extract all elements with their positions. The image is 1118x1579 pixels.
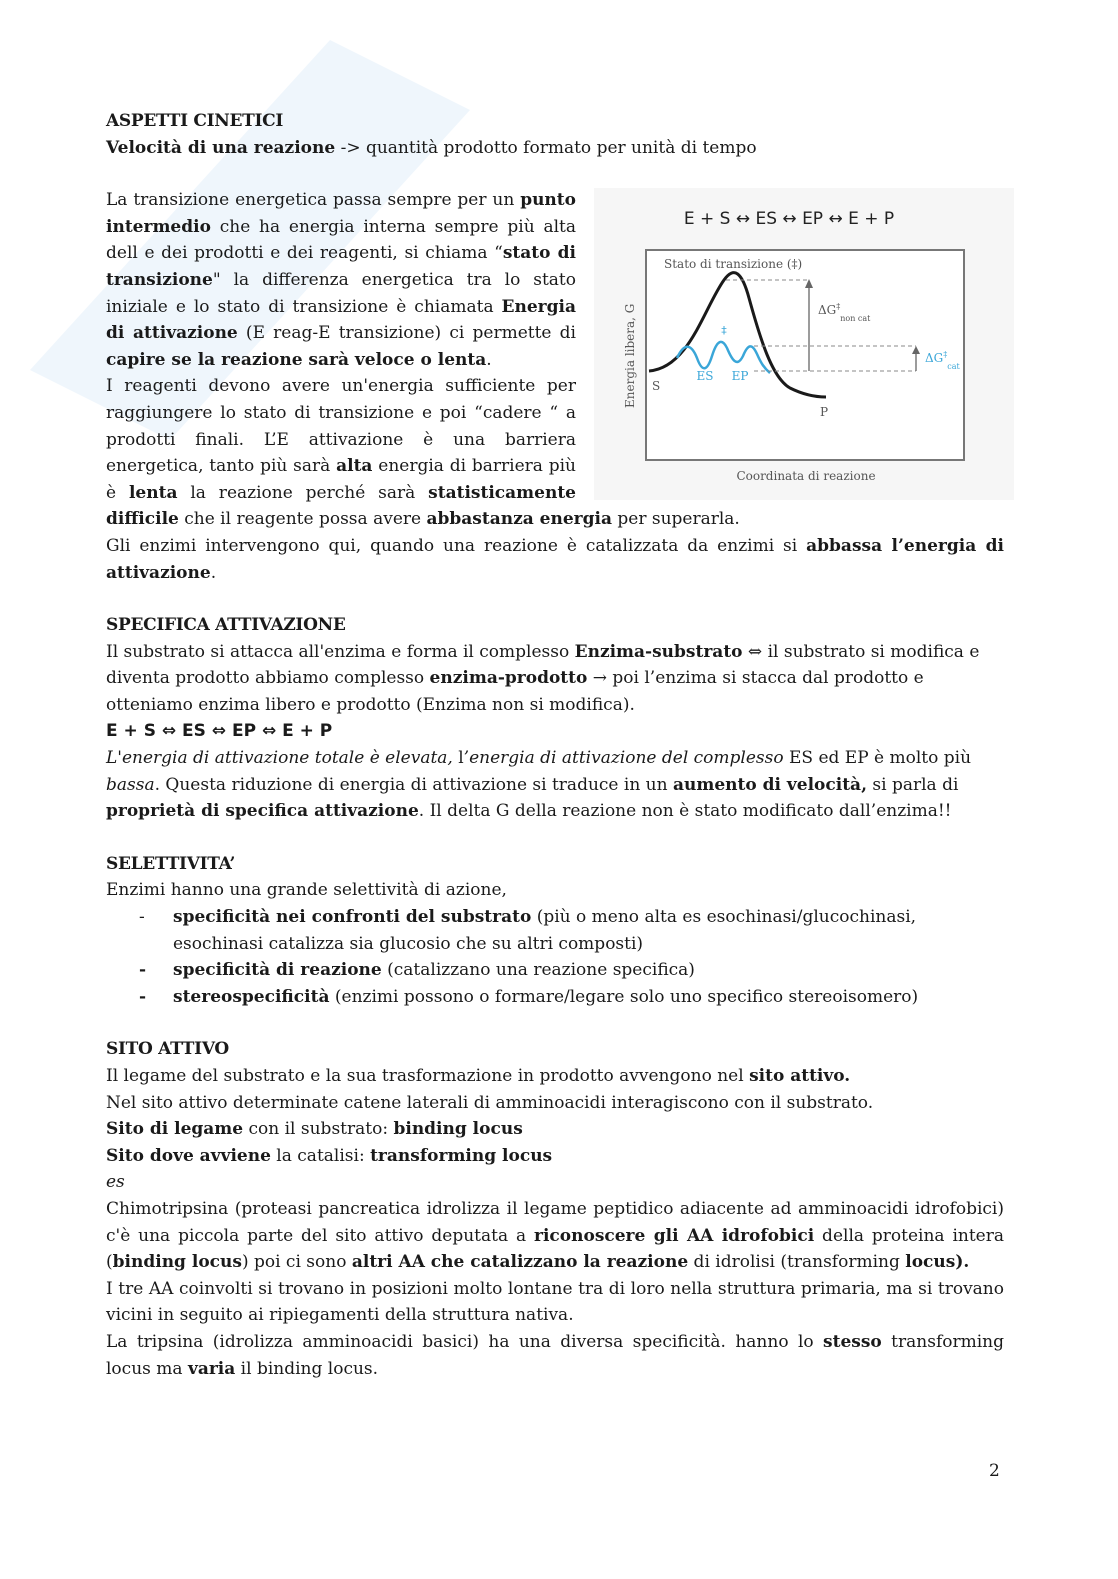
- text-run: Gli enzimi intervengono qui, quando una reazione è catalizzata da enzimi si: [106, 535, 807, 556]
- text-run: della proteina intera (: [106, 1225, 1004, 1273]
- text-run: . Il delta G della reazione non è stato modificato dall’enzima!!: [418, 801, 952, 822]
- list-item-term: specificità di reazione: [173, 960, 382, 981]
- text-run: aumento di velocità,: [672, 774, 867, 795]
- velocity-def-text: -> quantità prodotto formato per unità di tempo: [335, 137, 757, 158]
- text-run: (E reag-E transizione) ci permette di: [237, 323, 576, 344]
- selectivity-intro: Enzimi hanno una grande selettività di azione,: [106, 880, 507, 901]
- dg-noncat-sup: ‡: [836, 302, 841, 312]
- paragraph-enzymes: [106, 533, 1004, 586]
- text-run: stesso: [823, 1331, 882, 1352]
- active-site-line1: Il legame del substrato e la sua trasformazione in prodotto avvengono nel sito attivo.: [106, 1066, 851, 1086]
- bullet-marker: -: [139, 960, 147, 981]
- text-run: transforming locus ma: [106, 1331, 1004, 1379]
- active-site-term: sito attivo.: [749, 1066, 851, 1086]
- text-run: varia: [187, 1358, 236, 1379]
- heading-selettivita: SELETTIVITA’: [106, 853, 236, 874]
- text-run: lenta: [128, 482, 178, 503]
- text-run: alta: [336, 456, 373, 477]
- text-run: I reagenti devono avere un'energia sufficiente per raggiungere lo stato di transizione e poi “cadere “ a prodotti finali. L’E attivazione è una barriera energetica, tanto più sarà: [106, 376, 576, 477]
- heading-sito-attivo: SITO ATTIVO: [106, 1039, 229, 1060]
- heading-aspetti-cinetici: ASPETTI CINETICI: [106, 111, 284, 131]
- reaction-equation: E + S ⇔ ES ⇔ EP ⇔ E + P: [106, 721, 333, 742]
- text-run: ⇔ il substrato si modifica e diventa prodotto abbiamo complesso: [106, 641, 980, 689]
- text-run: riconoscere gli AA idrofobici: [534, 1225, 815, 1246]
- text-run: per superarla.: [611, 509, 740, 530]
- bullet-marker: -: [139, 986, 147, 1007]
- s-label: S: [652, 379, 661, 394]
- text-run: il binding locus.: [235, 1358, 379, 1379]
- page-number: 2: [989, 1461, 1000, 1481]
- energy-diagram: [594, 188, 1014, 500]
- document-page: [106, 108, 1004, 1382]
- dg-noncat-label: ΔG: [818, 303, 837, 318]
- text-run: ES ed EP è molto più: [783, 748, 972, 769]
- active-site-line2: Nel sito attivo determinate catene laterali di amminoacidi interagiscono con il substrato.: [106, 1092, 874, 1113]
- dg-cat-sub: cat: [947, 362, 960, 372]
- text-run: locus).: [905, 1252, 970, 1273]
- energy-diagram-figure: [594, 188, 1014, 500]
- text-run: Il substrato si attacca all'enzima e forma il complesso: [106, 641, 575, 662]
- text-run: La transizione energetica passa sempre per un: [106, 190, 521, 211]
- text-run: bassa: [106, 774, 155, 795]
- x-axis-label: Coordinata di reazione: [736, 469, 876, 484]
- list-item-term: stereospecificità: [173, 986, 330, 1007]
- es-label: ES: [696, 369, 714, 384]
- transition-state-label: Stato di transizione (‡): [664, 257, 803, 272]
- list-item: [139, 984, 1004, 1011]
- p-label: P: [820, 405, 829, 420]
- y-axis-label: Energia libera, G: [623, 303, 637, 409]
- dg-cat-label: ΔG: [925, 351, 944, 366]
- text-run: l: [452, 748, 464, 769]
- text-run: la reazione perché sarà: [177, 482, 429, 503]
- text-run: di idrolisi (transforming: [688, 1252, 906, 1273]
- figure-equation: E + S ↔ ES ↔ EP ↔ E + P: [683, 209, 895, 230]
- text-run: si parla di: [866, 774, 959, 795]
- text-run: proprietà di specifica attivazione: [106, 801, 419, 822]
- example-label: es: [106, 1172, 125, 1193]
- list-item: [139, 904, 1004, 957]
- paragraph-tripsina: [106, 1329, 1004, 1382]
- text-run: Enzima-substrato: [574, 641, 743, 662]
- ep-label: EP: [731, 369, 749, 384]
- velocity-definition: [106, 135, 1004, 162]
- binding-locus-line: Sito di legame con il substrato: binding locus: [106, 1119, 523, 1140]
- text-run: abbastanza energia: [426, 509, 612, 530]
- heading-specifica-attivazione: SPECIFICA ATTIVAZIONE: [106, 615, 346, 636]
- paragraph-activation: [106, 745, 1004, 825]
- text-run: punto intermedio: [106, 190, 576, 237]
- list-item-term: specificità nei confronti del substrato: [173, 907, 532, 928]
- dg-noncat-sub: non cat: [840, 314, 871, 324]
- text-run: Energia di attivazione: [106, 296, 576, 344]
- text-run: ) poi ci sono: [241, 1252, 352, 1273]
- selectivity-list: [106, 904, 1004, 1010]
- dg-cat-sup: ‡: [943, 350, 948, 360]
- text-run: enzima-prodotto: [429, 668, 588, 689]
- text-run: stato di transizione: [106, 243, 576, 290]
- text-run: ’energia di attivazione del complesso: [463, 748, 784, 769]
- paragraph-chimotripsina: [106, 1196, 1004, 1276]
- text-run: che ha energia interna sempre più alta dell e dei prodotti e dei reagenti, si chiama “: [106, 216, 576, 264]
- text-run: abbassa l’energia di attivazione: [106, 535, 1004, 583]
- text-run: . Questa riduzione di energia di attivazione si traduce in un: [154, 774, 673, 795]
- text-run: energia di barriera più è: [106, 456, 576, 503]
- text-run: L'energia di attivazione totale è elevata,: [106, 748, 453, 769]
- paragraph-tre-aa: I tre AA coinvolti si trovano in posizioni molto lontane tra di loro nella struttura primaria, ma si trovano vicini in seguito ai ripiegamenti della struttura nativa.: [106, 1278, 1004, 1326]
- list-item-text: (enzimi possono o formare/legare solo uno specifico stereoisomero): [329, 986, 919, 1007]
- bullet-marker: -: [139, 907, 145, 928]
- text-run: statisticamente difficile: [106, 482, 576, 530]
- transforming-locus-line: Sito dove avviene la catalisi: transforming locus: [106, 1145, 553, 1166]
- text-run: binding locus: [112, 1252, 242, 1273]
- list-item-text: (più o meno alta es esochinasi/glucochinasi, esochinasi catalizza sia glucosio che su altri composti): [173, 907, 917, 954]
- velocity-term: Velocità di una reazione: [106, 137, 336, 158]
- list-item: [139, 957, 1004, 984]
- paragraph-complex: [106, 639, 1004, 719]
- text-run: .: [210, 562, 217, 583]
- text-run: capire se la reazione sarà veloce o lenta: [106, 349, 487, 370]
- text-run: " la differenza energetica tra lo stato iniziale e lo stato di transizione è chiamata: [106, 269, 576, 317]
- text-run: Chimotripsina (proteasi pancreatica idrolizza il legame peptidico adiacente ad amminoacidi idrofobici) c'è una piccola parte del sito attivo deputata a: [106, 1198, 1004, 1246]
- text-run: che il reagente possa avere: [178, 509, 427, 530]
- list-item-text: (catalizzano una reazione specifica): [381, 960, 695, 981]
- text-run: La tripsina (idrolizza amminoacidi basici) ha una diversa specificità. hanno lo: [106, 1331, 824, 1352]
- text-run: altri AA che catalizzano la reazione: [351, 1252, 689, 1273]
- catalysis-dagger: ‡: [721, 324, 727, 338]
- text-run: → poi l’enzima si stacca dal prodotto e otteniamo enzima libero e prodotto (Enzima non si modifica).: [106, 668, 924, 715]
- text-run: .: [486, 349, 492, 370]
